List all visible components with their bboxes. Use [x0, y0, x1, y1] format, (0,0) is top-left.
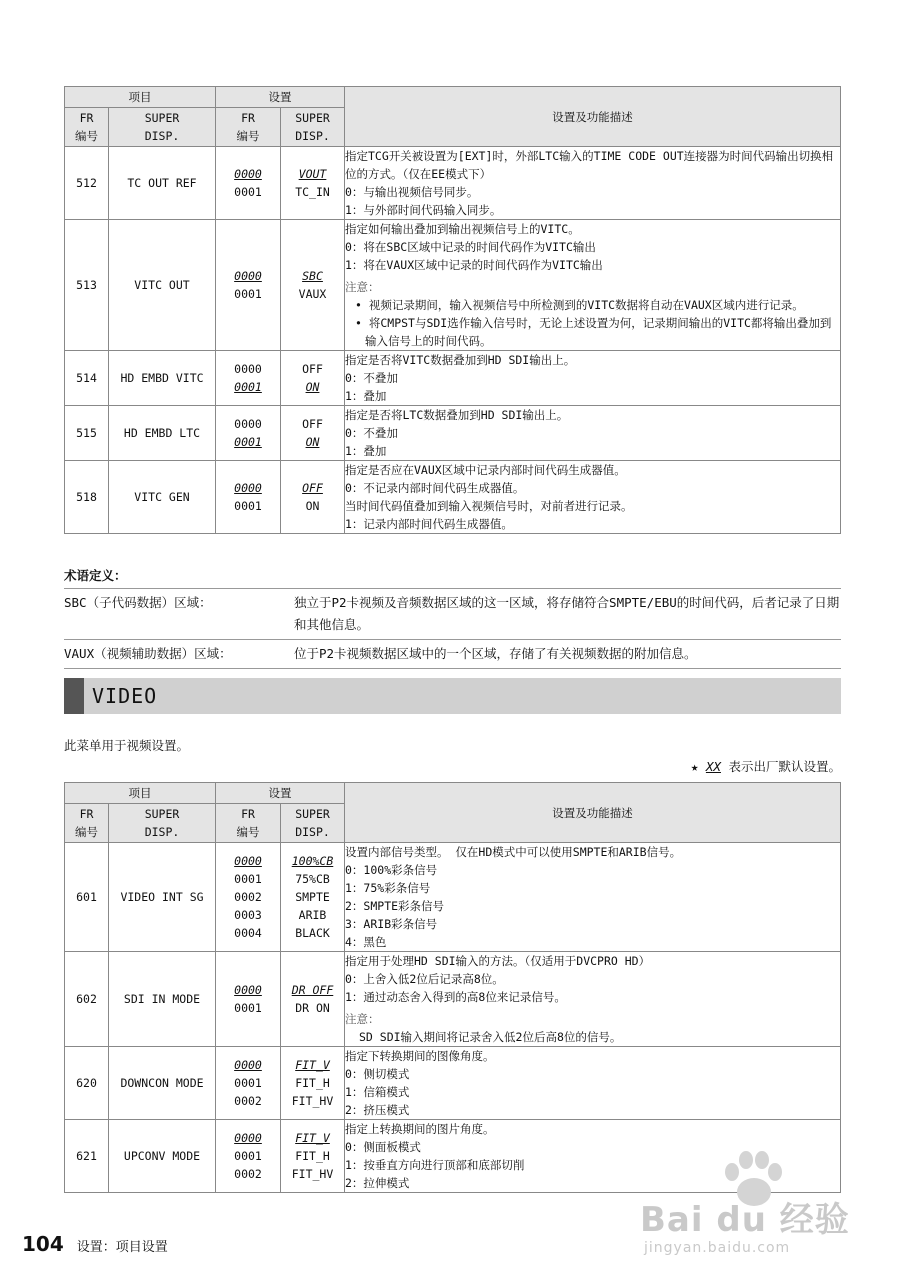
item-fr-number: 514: [65, 351, 109, 406]
setting-super-disp-value: FIT_V: [295, 1131, 330, 1145]
setting-fr-values: [216, 843, 281, 952]
header-super-disp: SUPER DISP.: [109, 108, 216, 147]
setting-fr-values: [216, 461, 281, 534]
setting-fr-value: 0001: [234, 435, 262, 449]
setting-super-disp-value: ARIB: [298, 908, 327, 922]
setting-description: [345, 952, 841, 1047]
setting-fr-value: 0001: [234, 872, 262, 886]
table-row: [65, 461, 841, 534]
footer-section-label: 设置：项目设置: [76, 1240, 168, 1255]
item-fr-number: 513: [65, 220, 109, 351]
description-line: 指定是否将LTC数据叠加到HD SDI输出上。: [345, 408, 569, 422]
header-fr-number: FR 编号: [65, 108, 109, 147]
header-item: 项目: [65, 87, 216, 108]
terms-table: [64, 588, 841, 669]
header-description: 设置及功能描述: [345, 87, 841, 147]
description-line: 指定下转换期间的图像角度。: [345, 1049, 495, 1063]
setting-super-disp-values: [281, 843, 345, 952]
setting-fr-value: 0001: [234, 380, 262, 394]
setting-super-disp-value: FIT_HV: [291, 1094, 334, 1108]
setting-super-disp-value: ON: [305, 435, 320, 449]
legend-default-sample: XX: [705, 759, 721, 774]
settings-table-timecode: [64, 86, 841, 534]
setting-fr-value: 0000: [234, 167, 262, 181]
video-intro: 此菜单用于视频设置。: [64, 738, 190, 753]
page-footer: [22, 1232, 168, 1256]
description-line: 1：信箱模式: [345, 1085, 410, 1099]
setting-super-disp-values: [281, 461, 345, 534]
star-icon: ★: [690, 759, 699, 774]
setting-fr-values: [216, 406, 281, 461]
description-line: 1：叠加: [345, 444, 387, 458]
setting-super-disp-value: DR OFF: [291, 983, 334, 997]
setting-fr-value: 0000: [234, 983, 262, 997]
item-super-disp: TC OUT REF: [109, 147, 216, 220]
setting-super-disp-value: BLACK: [295, 926, 330, 940]
setting-super-disp-value: OFF: [302, 417, 323, 431]
setting-description: [345, 843, 841, 952]
setting-fr-value: 0002: [234, 1167, 262, 1181]
setting-fr-value: 0003: [234, 908, 262, 922]
video-section-title: VIDEO: [92, 684, 158, 708]
item-super-disp: UPCONV MODE: [109, 1120, 216, 1193]
setting-super-disp-values: [281, 351, 345, 406]
header-description: 设置及功能描述: [345, 783, 841, 843]
term-name: VAUX（视频辅助数据）区域：: [64, 640, 294, 669]
setting-fr-value: 0001: [234, 1076, 262, 1090]
description-line: 1：记录内部时间代码生成器值。: [345, 517, 513, 531]
description-line: 2：拉伸模式: [345, 1176, 410, 1190]
table-row: [65, 147, 841, 220]
item-fr-number: 620: [65, 1047, 109, 1120]
term-name: SBC（子代码数据）区域：: [64, 589, 294, 640]
terms-title: 术语定义：: [64, 568, 127, 583]
term-definition: 位于P2卡视频数据区域中的一个区域，存储了有关视频数据的附加信息。: [294, 640, 841, 669]
item-super-disp: VITC GEN: [109, 461, 216, 534]
setting-super-disp-value: DR ON: [295, 1001, 330, 1015]
description-line: 指定上转换期间的图片角度。: [345, 1122, 495, 1136]
description-line: 0：100%彩条信号: [345, 863, 438, 877]
item-super-disp: VIDEO INT SG: [109, 843, 216, 952]
setting-description: [345, 1047, 841, 1120]
term-row: [64, 589, 841, 640]
setting-description: [345, 147, 841, 220]
video-section-banner: [64, 678, 841, 714]
setting-super-disp-value: 100%CB: [291, 854, 334, 868]
item-fr-number: 515: [65, 406, 109, 461]
item-fr-number: 512: [65, 147, 109, 220]
setting-fr-value: 0000: [234, 854, 262, 868]
setting-fr-values: [216, 1120, 281, 1193]
table-row: [65, 220, 841, 351]
description-line: 1：按垂直方向进行顶部和底部切削: [345, 1158, 525, 1172]
note-item: • 将CMPST与SDI选作输入信号时，无论上述设置为何，记录期间输出的VITC都将输出叠加到输入信号上的时间代码。: [355, 316, 832, 348]
setting-fr-value: 0001: [234, 185, 262, 199]
description-line: 2：SMPTE彩条信号: [345, 899, 445, 913]
setting-super-disp-values: [281, 1120, 345, 1193]
setting-fr-values: [216, 952, 281, 1047]
setting-fr-values: [216, 220, 281, 351]
item-super-disp: HD EMBD LTC: [109, 406, 216, 461]
setting-fr-values: [216, 351, 281, 406]
setting-super-disp-value: OFF: [302, 481, 323, 495]
setting-fr-value: 0001: [234, 287, 262, 301]
setting-super-disp-value: VAUX: [298, 287, 327, 301]
setting-description: [345, 461, 841, 534]
header-setting-fr-number: FR 编号: [216, 108, 281, 147]
setting-fr-value: 0001: [234, 1149, 262, 1163]
item-fr-number: 621: [65, 1120, 109, 1193]
header-setting: 设置: [216, 87, 345, 108]
table-row: [65, 952, 841, 1047]
header-setting-super-disp: SUPER DISP.: [281, 108, 345, 147]
description-line: 1：叠加: [345, 389, 387, 403]
setting-super-disp-values: [281, 952, 345, 1047]
legend-text: 表示出厂默认设置。: [720, 759, 841, 774]
description-line: 1：与外部时间代码输入同步。: [345, 203, 502, 217]
description-line: 0：不叠加: [345, 371, 398, 385]
header-fr-number: FR 编号: [65, 804, 109, 843]
description-line: 0：与输出视频信号同步。: [345, 185, 479, 199]
description-line: 指定如何输出叠加到输出视频信号上的VITC。: [345, 222, 580, 236]
header-setting-fr-number: FR 编号: [216, 804, 281, 843]
setting-fr-value: 0000: [234, 362, 262, 376]
description-line: 2：挤压模式: [345, 1103, 410, 1117]
setting-super-disp-value: 75%CB: [295, 872, 330, 886]
setting-super-disp-value: FIT_HV: [291, 1167, 334, 1181]
description-line: 1：75%彩条信号: [345, 881, 431, 895]
setting-fr-value: 0000: [234, 269, 262, 283]
setting-super-disp-value: TC_IN: [295, 185, 330, 199]
description-line: 0：上舍入低2位后记录高8位。: [345, 972, 504, 986]
table-row: [65, 351, 841, 406]
setting-fr-value: 0000: [234, 1131, 262, 1145]
setting-super-disp-value: SBC: [302, 269, 323, 283]
note-item: SD SDI输入期间将记录舍入低2位后高8位的信号。: [359, 1030, 622, 1044]
setting-fr-value: 0004: [234, 926, 262, 940]
table-row: [65, 1047, 841, 1120]
item-fr-number: 601: [65, 843, 109, 952]
setting-super-disp-value: FIT_H: [295, 1076, 330, 1090]
description-line: 1：将在VAUX区域中记录的时间代码作为VITC输出: [345, 258, 603, 272]
setting-super-disp-value: VOUT: [298, 167, 327, 181]
description-line: 当时间代码值叠加到输入视频信号时，对前者进行记录。: [345, 499, 633, 513]
setting-description: [345, 220, 841, 351]
setting-fr-values: [216, 147, 281, 220]
term-definition: 独立于P2卡视频及音频数据区域的这一区域，将存储符合SMPTE/EBU的时间代码，后者记录了日期和其他信息。: [294, 589, 841, 640]
setting-super-disp-values: [281, 406, 345, 461]
setting-super-disp-value: FIT_V: [295, 1058, 330, 1072]
item-super-disp: HD EMBD VITC: [109, 351, 216, 406]
item-super-disp: DOWNCON MODE: [109, 1047, 216, 1120]
setting-fr-value: 0000: [234, 481, 262, 495]
page-number: 104: [22, 1232, 64, 1256]
setting-super-disp-value: ON: [305, 380, 320, 394]
description-line: 0：将在SBC区域中记录的时间代码作为VITC输出: [345, 240, 596, 254]
setting-super-disp-values: [281, 1047, 345, 1120]
watermark-url: jingyan.baidu.com: [644, 1240, 791, 1256]
description-line: 3：ARIB彩条信号: [345, 917, 438, 931]
item-super-disp: VITC OUT: [109, 220, 216, 351]
note-label: 注意：: [345, 280, 380, 294]
item-super-disp: SDI IN MODE: [109, 952, 216, 1047]
setting-super-disp-value: FIT_H: [295, 1149, 330, 1163]
header-item: 项目: [65, 783, 216, 804]
description-line: 1：通过动态舍入得到的高8位来记录信号。: [345, 990, 566, 1004]
settings-table-video: [64, 782, 841, 1193]
item-fr-number: 518: [65, 461, 109, 534]
setting-fr-value: 0001: [234, 499, 262, 513]
banner-accent-bar: [64, 678, 84, 714]
description-line: 4：黑色: [345, 935, 387, 949]
setting-description: [345, 406, 841, 461]
term-row: [64, 640, 841, 669]
note-item: • 视频记录期间，输入视频信号中所检测到的VITC数据将自动在VAUX区域内进行记录。: [355, 298, 804, 312]
setting-fr-value: 0002: [234, 890, 262, 904]
note-label: 注意：: [345, 1012, 380, 1026]
watermark-brand: Bai du 经验: [640, 1200, 850, 1240]
header-setting: 设置: [216, 783, 345, 804]
setting-super-disp-values: [281, 147, 345, 220]
description-line: 指定是否应在VAUX区域中记录内部时间代码生成器值。: [345, 463, 626, 477]
description-line: 0：不叠加: [345, 426, 398, 440]
description-line: 设置内部信号类型。 仅在HD模式中可以使用SMPTE和ARIB信号。: [345, 845, 682, 859]
header-setting-super-disp: SUPER DISP.: [281, 804, 345, 843]
setting-super-disp-values: [281, 220, 345, 351]
setting-fr-values: [216, 1047, 281, 1120]
description-line: 指定用于处理HD SDI输入的方法。（仅适用于DVCPRO HD）: [345, 954, 651, 968]
setting-super-disp-value: SMPTE: [295, 890, 330, 904]
description-line: 0：不记录内部时间代码生成器值。: [345, 481, 525, 495]
description-line: 0：侧切模式: [345, 1067, 410, 1081]
setting-description: [345, 351, 841, 406]
description-line: 0：侧面板模式: [345, 1140, 421, 1154]
header-super-disp: SUPER DISP.: [109, 804, 216, 843]
table-row: [65, 843, 841, 952]
setting-super-disp-value: OFF: [302, 362, 323, 376]
table-row: [65, 406, 841, 461]
setting-fr-value: 0000: [234, 1058, 262, 1072]
setting-fr-value: 0002: [234, 1094, 262, 1108]
setting-fr-value: 0001: [234, 1001, 262, 1015]
default-legend: [691, 757, 841, 775]
setting-super-disp-value: ON: [305, 499, 320, 513]
description-line: 指定是否将VITC数据叠加到HD SDI输出上。: [345, 353, 576, 367]
baidu-watermark: [640, 1150, 860, 1260]
setting-fr-value: 0000: [234, 417, 262, 431]
description-line: 指定TCG开关被设置为[EXT]时，外部LTC输入的TIME CODE OUT连接器为时间代码输出切换相位的方式。（仅在EE模式下）: [345, 149, 834, 181]
item-fr-number: 602: [65, 952, 109, 1047]
